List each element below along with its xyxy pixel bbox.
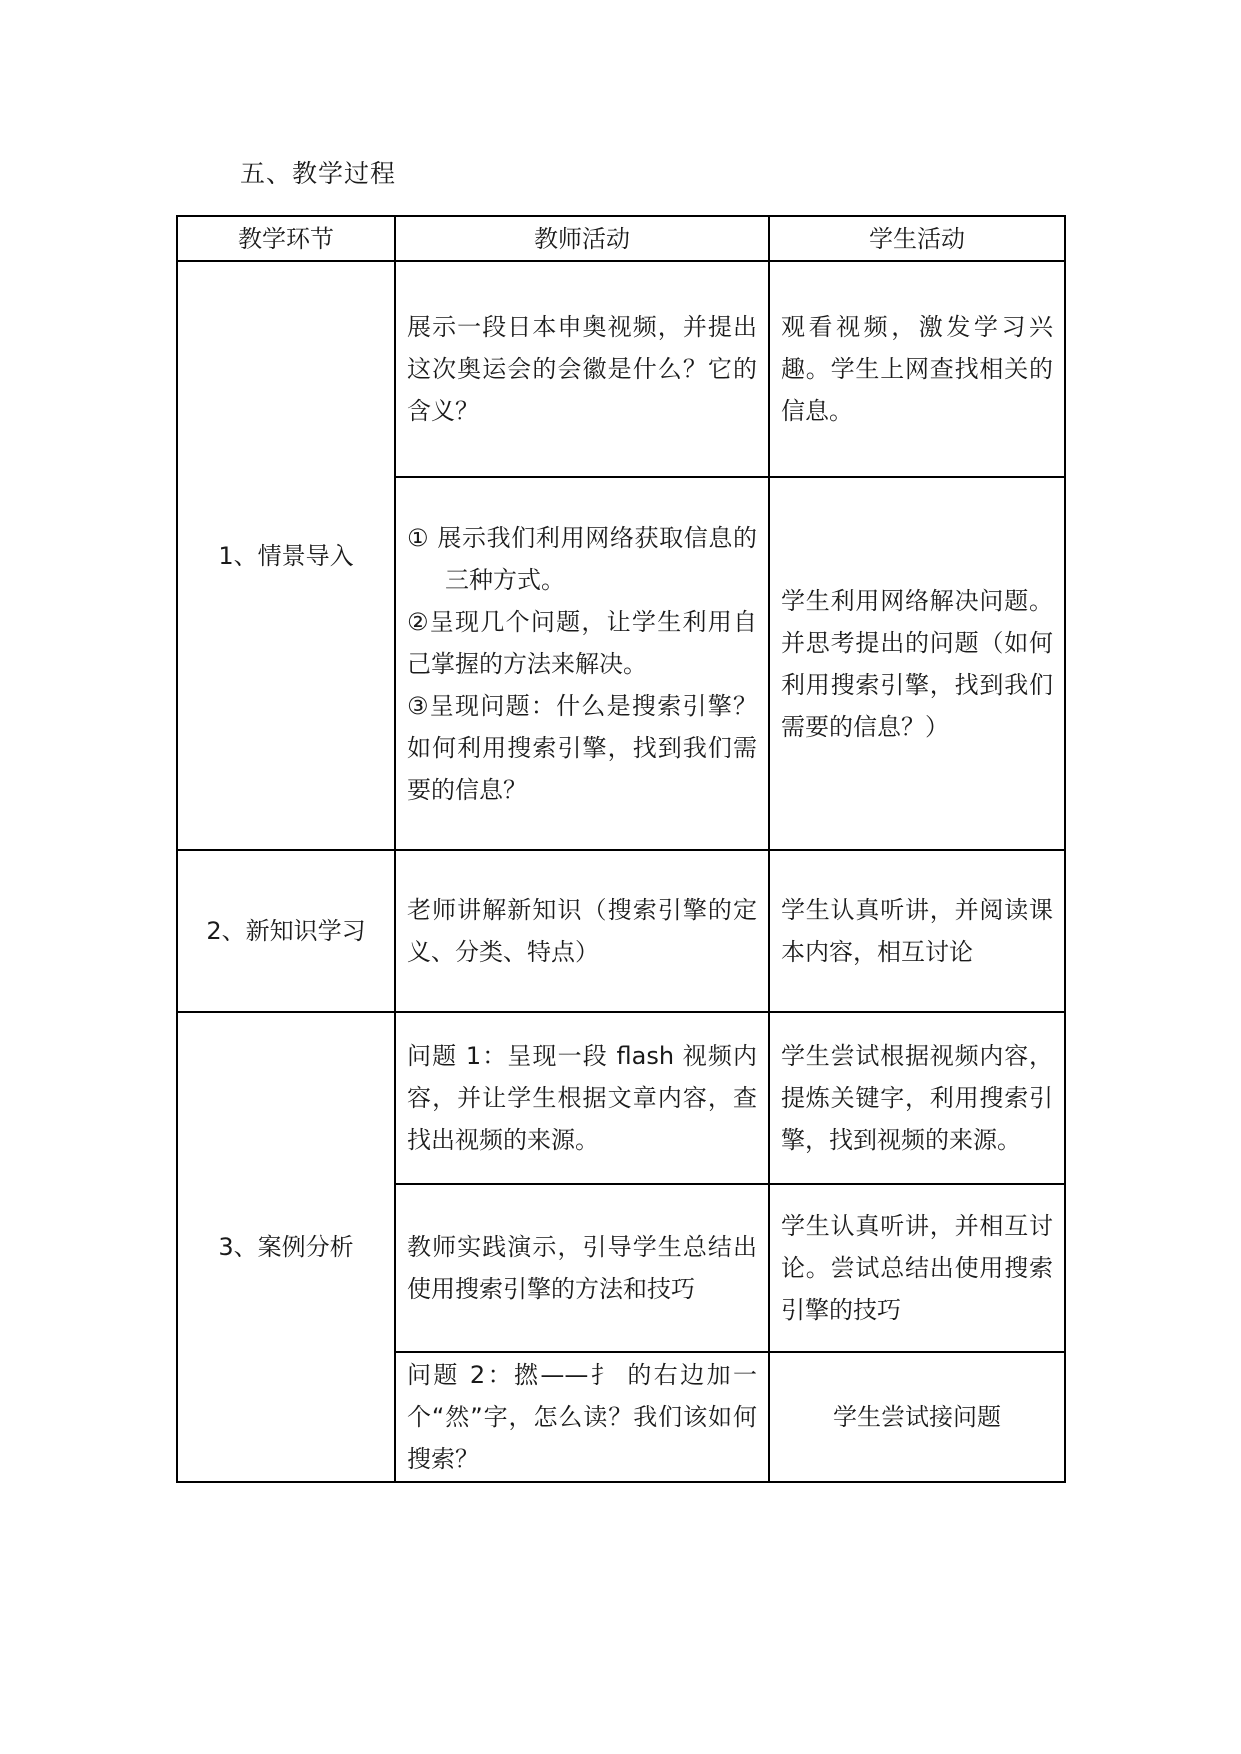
stage-cell: 1、情景导入 [177, 261, 395, 850]
stage-cell: 3、案例分析 [177, 1012, 395, 1482]
teacher-activity-cell: 展示一段日本申奥视频，并提出这次奥运会的会徽是什么？它的含义？ [395, 261, 769, 477]
student-activity-cell: 学生尝试接问题 [769, 1352, 1065, 1482]
student-activity-cell: 学生尝试根据视频内容，提炼关键字，利用搜索引擎，找到视频的来源。 [769, 1012, 1065, 1184]
table-row [177, 850, 1065, 1012]
teacher-activity-cell: 教师实践演示，引导学生总结出使用搜索引擎的方法和技巧 [395, 1184, 769, 1352]
student-activity-cell: 学生认真听讲，并阅读课本内容，相互讨论 [769, 850, 1065, 1012]
table-row [177, 261, 1065, 477]
header-stage: 教学环节 [177, 216, 395, 261]
teacher-step-2: ②呈现几个问题，让学生利用自己掌握的方法来解决。 [407, 607, 757, 678]
student-activity-cell: 观看视频，激发学习兴趣。学生上网查找相关的信息。 [769, 261, 1065, 477]
student-activity-cell: 学生认真听讲，并相互讨论。尝试总结出使用搜索引擎的技巧 [769, 1184, 1065, 1352]
header-student-activity: 学生活动 [769, 216, 1065, 261]
teacher-activity-cell: 问题 2：撚——扌 的右边加一个“然”字，怎么读？我们该如何搜索？ [395, 1352, 769, 1482]
teacher-step-3: ③呈现问题：什么是搜索引擎？如何利用搜索引擎，找到我们需要的信息？ [407, 691, 757, 804]
table-header-row [177, 216, 1065, 261]
stage-cell: 2、新知识学习 [177, 850, 395, 1012]
teacher-step-1: ① 展示我们利用网络获取信息的三种方式。 [407, 523, 757, 594]
table-row [177, 1012, 1065, 1184]
header-teacher-activity: 教师活动 [395, 216, 769, 261]
teaching-process-table [176, 215, 1066, 1483]
section-heading: 五、教学过程 [240, 159, 397, 188]
teacher-activity-cell: 老师讲解新知识（搜索引擎的定义、分类、特点） [395, 850, 769, 1012]
student-activity-cell: 学生利用网络解决问题。并思考提出的问题（如何利用搜索引擎，找到我们需要的信息？） [769, 477, 1065, 850]
teacher-activity-cell [395, 477, 769, 850]
teacher-activity-cell: 问题 1：呈现一段 flash 视频内容，并让学生根据文章内容，查找出视频的来源。 [395, 1012, 769, 1184]
